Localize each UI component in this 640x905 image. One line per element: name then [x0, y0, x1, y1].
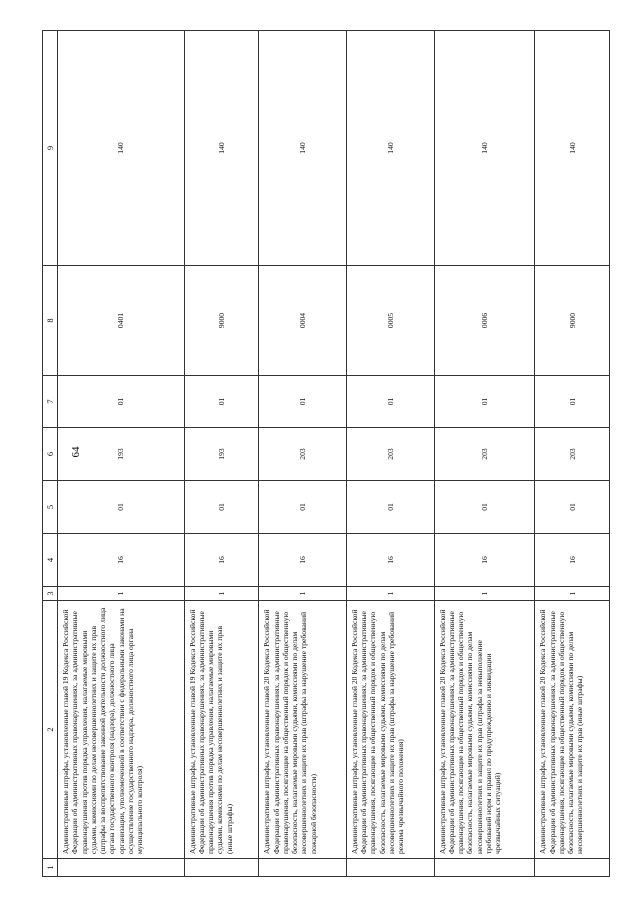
document-table [42, 30, 610, 877]
cell-col-7: 01 [434, 376, 535, 428]
cell-col-4: 16 [535, 534, 610, 587]
cell-col-7: 01 [535, 376, 610, 428]
page-number: 64 [70, 446, 82, 458]
table-row [434, 31, 535, 877]
cell-col-7: 01 [58, 376, 185, 428]
cell-col-8: 0401 [58, 266, 185, 376]
header-col-7: 7 [43, 376, 58, 428]
cell-col-3: 1 [259, 587, 347, 601]
table-row [259, 31, 347, 877]
cell-col-9: 140 [434, 31, 535, 266]
cell-col-6: 193 [58, 428, 185, 481]
table-row [346, 31, 434, 877]
table-row [58, 31, 185, 877]
header-col-8: 8 [43, 266, 58, 376]
cell-description: Административные штрафы, установленные главой 20 Кодекса Российской Федерации об административных правонарушениях, за административные правонарушения, посягающие на общественный порядок и общественную безопасность, налагаемые мировыми судьями, комиссиями по делам несовершеннолетних и защите их прав (штрафы за нарушение требований режима чрезвычайного положения) [346, 601, 434, 859]
cell-description: Административные штрафы, установленные главой 20 Кодекса Российской Федерации об административных правонарушениях, за административные правонарушения, посягающие на общественный порядок и общественную безопасность, налагаемые мировыми судьями, комиссиями по делам несовершеннолетних и защите их прав (штрафы за нарушение требований пожарной безопасности) [259, 601, 347, 859]
cell-index [434, 859, 535, 877]
cell-col-4: 16 [346, 534, 434, 587]
table-header [43, 31, 58, 877]
cell-col-4: 16 [58, 534, 185, 587]
cell-description: Административные штрафы, установленные главой 20 Кодекса Российской Федерации об административных правонарушениях, за административные правонарушения, посягающие на общественный порядок и общественную безопасность, налагаемые мировыми судьями, комиссиями по делам несовершеннолетних и защите их прав (иные штрафы) [535, 601, 610, 859]
header-col-4: 4 [43, 534, 58, 587]
cell-col-5: 01 [434, 481, 535, 534]
cell-col-6: 193 [184, 428, 259, 481]
table-row [535, 31, 610, 877]
cell-col-8: 0004 [259, 266, 347, 376]
cell-index [184, 859, 259, 877]
header-col-2: 2 [43, 601, 58, 859]
cell-col-6: 203 [535, 428, 610, 481]
cell-index [259, 859, 347, 877]
cell-col-6: 203 [259, 428, 347, 481]
cell-col-4: 16 [434, 534, 535, 587]
cell-col-7: 01 [346, 376, 434, 428]
header-col-9: 9 [43, 31, 58, 266]
cell-col-9: 140 [58, 31, 185, 266]
cell-col-7: 01 [184, 376, 259, 428]
cell-col-5: 01 [535, 481, 610, 534]
cell-col-4: 16 [184, 534, 259, 587]
cell-col-9: 140 [184, 31, 259, 266]
cell-col-5: 01 [184, 481, 259, 534]
cell-col-3: 1 [434, 587, 535, 601]
cell-col-8: 0006 [434, 266, 535, 376]
cell-col-9: 140 [259, 31, 347, 266]
cell-col-8: 9000 [184, 266, 259, 376]
header-col-6: 6 [43, 428, 58, 481]
cell-col-8: 0005 [346, 266, 434, 376]
cell-col-6: 203 [434, 428, 535, 481]
cell-index [58, 859, 185, 877]
cell-index [346, 859, 434, 877]
table-body [58, 31, 610, 877]
cell-index [535, 859, 610, 877]
cell-col-3: 1 [58, 587, 185, 601]
cell-description: Административные штрафы, установленные главой 19 Кодекса Российской Федерации об административных правонарушениях, за административные правонарушения против порядка управления, налагаемые мировыми судьями, комиссиями по делам несовершеннолетних и защите их прав (иные штрафы) [184, 601, 259, 859]
header-col-1: 1 [43, 859, 58, 877]
cell-description: Административные штрафы, установленные главой 20 Кодекса Российской Федерации об административных правонарушениях, за административные правонарушения, посягающие на общественный порядок и общественную безопасность, налагаемые мировыми судьями, комиссиями по делам несовершеннолетних и защите их прав (штрафы за невыполнение требований норм и правил по предупреждению и ликвидации чрезвычайных ситуаций) [434, 601, 535, 859]
cell-col-3: 1 [184, 587, 259, 601]
cell-description: Административные штрафы, установленные главой 19 Кодекса Российской Федерации об административных правонарушениях, за административные правонарушения против порядка управления, налагаемые мировыми судьями, комиссиями по делам несовершеннолетних и защите их прав (штрафы за воспрепятствование законной деятельности должностного лица органа государственного контроля (надзора), должностного лица организации, уполномоченной в соответствии с федеральными законами на осуществление государственного надзора, должностного лица органа муниципального контроля) [58, 601, 185, 859]
document-table-container [42, 31, 610, 877]
cell-col-5: 01 [346, 481, 434, 534]
cell-col-4: 16 [259, 534, 347, 587]
header-col-5: 5 [43, 481, 58, 534]
cell-col-6: 203 [346, 428, 434, 481]
cell-col-9: 140 [535, 31, 610, 266]
header-col-3: 3 [43, 587, 58, 601]
table-row [184, 31, 259, 877]
cell-col-8: 9000 [535, 266, 610, 376]
header-row [43, 31, 58, 877]
cell-col-5: 01 [259, 481, 347, 534]
cell-col-7: 01 [259, 376, 347, 428]
cell-col-9: 140 [346, 31, 434, 266]
cell-col-3: 1 [346, 587, 434, 601]
cell-col-3: 1 [535, 587, 610, 601]
cell-col-5: 01 [58, 481, 185, 534]
